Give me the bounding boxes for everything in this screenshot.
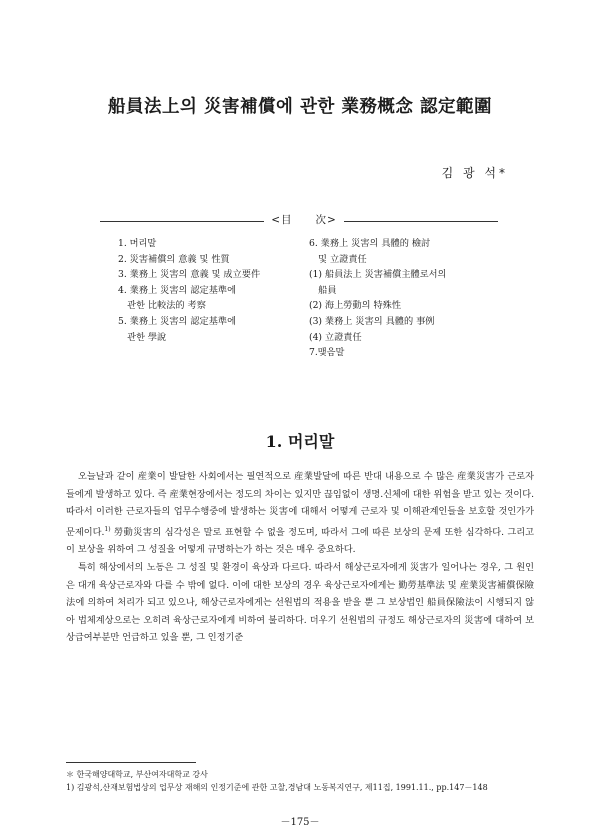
footnote-reference: 1): [104, 525, 111, 533]
paragraph: [66, 468, 534, 559]
paper-title: 船員法上의 災害補償에 관한 業務概念 認定範圍: [108, 97, 492, 117]
toc-item: 船員: [309, 284, 337, 296]
paragraph: 특히 해상에서의 노동은 그 성질 및 환경이 육상과 다르다. 따라서 해상근로자에게 災害가 일어나는 경우, 그 원인은 대개 육상근로자와 다를 수 밖에 없다. 이에 대한 보상의 경우 육상근로자에게는 勤勞基準法 및 産業災害補償保險法에 의하여 처리가 되고 있으나, 해상근로자에게는 선원법의 적용을 받을 뿐 그 보상법인 船員保險法이 시행되지 않아 법체계상으로는 오히려 육상근로자에게 비하여 불리하다. 더우기 선원법의 규정도 해상근로자의 災害에 대하여 보상급여부분만 언급하고 있을 뿐, 그 인정기준: [66, 562, 534, 644]
author-name: 김 광 석*: [441, 166, 508, 180]
toc-item: 3. 業務上 災害의 意義 및 成立要件: [118, 269, 261, 281]
footnote: ＊ 한국해양대학교, 부산여자대학교 강사: [66, 770, 208, 779]
toc-item: 2. 災害補償의 意義 및 性質: [118, 253, 230, 265]
toc-item: 및 立證責任: [309, 253, 367, 265]
footnote: 1) 김광석,산재보험법상의 업무상 재해의 인정기준에 관한 고찰,경남대 노동복지연구, 제11집, 1991.11., pp.147－148: [66, 783, 488, 792]
footnotes: [66, 768, 546, 794]
paragraph-text: 勞動災害의 심각성은 말로 표현할 수 없을 정도며, 따라서 그에 따른 보상의 문제 또한 심각하다. 그리고 이 보상을 위하여 그 성질을 어떻게 규명하는가 하는 것은 매우 중요하다.: [66, 526, 534, 556]
toc-item: 5. 業務上 災害의 認定基準에: [118, 315, 236, 327]
toc-right-column: [309, 236, 509, 361]
page-number: －175－: [280, 817, 320, 828]
footnote-divider: [66, 762, 196, 763]
toc-item: 관한 學說: [118, 331, 167, 343]
toc-item: (1) 船員法上 災害補償主體로서의: [309, 269, 447, 281]
toc-left-column: [118, 236, 298, 345]
toc-item: (4) 立證責任: [309, 331, 362, 343]
section-heading: 1. 머리말: [265, 432, 335, 451]
toc-item: (2) 海上勞動의 特殊性: [309, 300, 402, 312]
toc-item: 7.맺음말: [309, 347, 345, 359]
toc-item: 관한 比較法的 考察: [118, 300, 206, 312]
toc-item: 4. 業務上 災害의 認定基準에: [118, 284, 236, 296]
body-text: [66, 468, 534, 647]
toc-item: 1. 머리말: [118, 238, 157, 249]
toc-heading: <目 次>: [264, 212, 344, 227]
toc-item: (3) 業務上 災害의 具體的 事例: [309, 315, 435, 327]
paragraph-text: 오늘날과 같이 産業이 발달한 사회에서는 필연적으로 産業발달에 따른 반대 내용으로 수 많은 産業災害가 근로자들에게 발생하고 있다. 즉 産業현장에서는 정도의 차이는 있지만 끊임없이 생명.신체에 대한 위험을 받고 있는 것이다. 따라서 이러한 근로자들의 업무수행중에 발생하는 災害에 대해서 어떻게 근로자 및 이해관계인들을 보호할 것인가가 문제이다.: [66, 471, 534, 538]
toc-item: 6. 業務上 災害의 具體的 檢討: [309, 238, 431, 249]
